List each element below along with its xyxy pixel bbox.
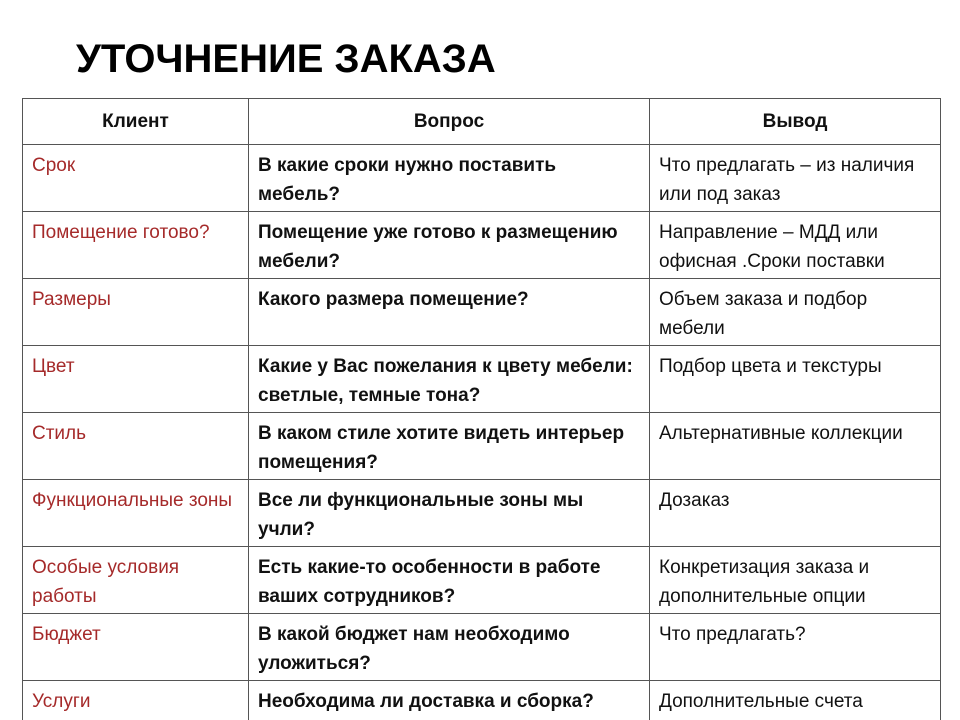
- cell-question: Какого размера помещение?: [249, 279, 650, 346]
- cell-conclusion: Подбор цвета и текстуры: [650, 346, 941, 413]
- table-row: [23, 279, 941, 346]
- cell-conclusion: Что предлагать – из наличия или под заказ: [650, 145, 941, 212]
- cell-conclusion: Дозаказ: [650, 480, 941, 547]
- cell-question: Какие у Вас пожелания к цвету мебели: светлые, темные тона?: [249, 346, 650, 413]
- table-row: [23, 480, 941, 547]
- cell-question: В каком стиле хотите видеть интерьер помещения?: [249, 413, 650, 480]
- cell-conclusion: Альтернативные коллекции: [650, 413, 941, 480]
- table-row: [23, 614, 941, 681]
- header-question: Вопрос: [249, 99, 650, 145]
- cell-client: Функциональные зоны: [23, 480, 249, 547]
- cell-conclusion: Дополнительные счета: [650, 681, 941, 720]
- cell-question: Помещение уже готово к размещению мебели?: [249, 212, 650, 279]
- cell-question: Необходима ли доставка и сборка?: [249, 681, 650, 720]
- cell-client: Цвет: [23, 346, 249, 413]
- cell-conclusion: Конкретизация заказа и дополнительные опции: [650, 547, 941, 614]
- table-row: [23, 681, 941, 720]
- cell-client: Стиль: [23, 413, 249, 480]
- cell-question: В какой бюджет нам необходимо уложиться?: [249, 614, 650, 681]
- table-row: [23, 212, 941, 279]
- cell-client: Срок: [23, 145, 249, 212]
- cell-conclusion: Что предлагать?: [650, 614, 941, 681]
- table-row: [23, 346, 941, 413]
- slide-title: УТОЧНЕНИЕ ЗАКАЗА: [76, 37, 496, 81]
- table-row: [23, 413, 941, 480]
- cell-client: Бюджет: [23, 614, 249, 681]
- cell-question: В какие сроки нужно поставить мебель?: [249, 145, 650, 212]
- order-clarification-table: [22, 98, 941, 720]
- header-conclusion: Вывод: [650, 99, 941, 145]
- cell-question: Все ли функциональные зоны мы учли?: [249, 480, 650, 547]
- table-row: [23, 547, 941, 614]
- cell-conclusion: Объем заказа и подбор мебели: [650, 279, 941, 346]
- table-header-row: [23, 99, 941, 145]
- cell-client: Помещение готово?: [23, 212, 249, 279]
- table-row: [23, 145, 941, 212]
- header-client: Клиент: [23, 99, 249, 145]
- cell-conclusion: Направление – МДД или офисная .Сроки поставки: [650, 212, 941, 279]
- cell-question: Есть какие-то особенности в работе ваших сотрудников?: [249, 547, 650, 614]
- cell-client: Услуги: [23, 681, 249, 720]
- cell-client: Особые условия работы: [23, 547, 249, 614]
- cell-client: Размеры: [23, 279, 249, 346]
